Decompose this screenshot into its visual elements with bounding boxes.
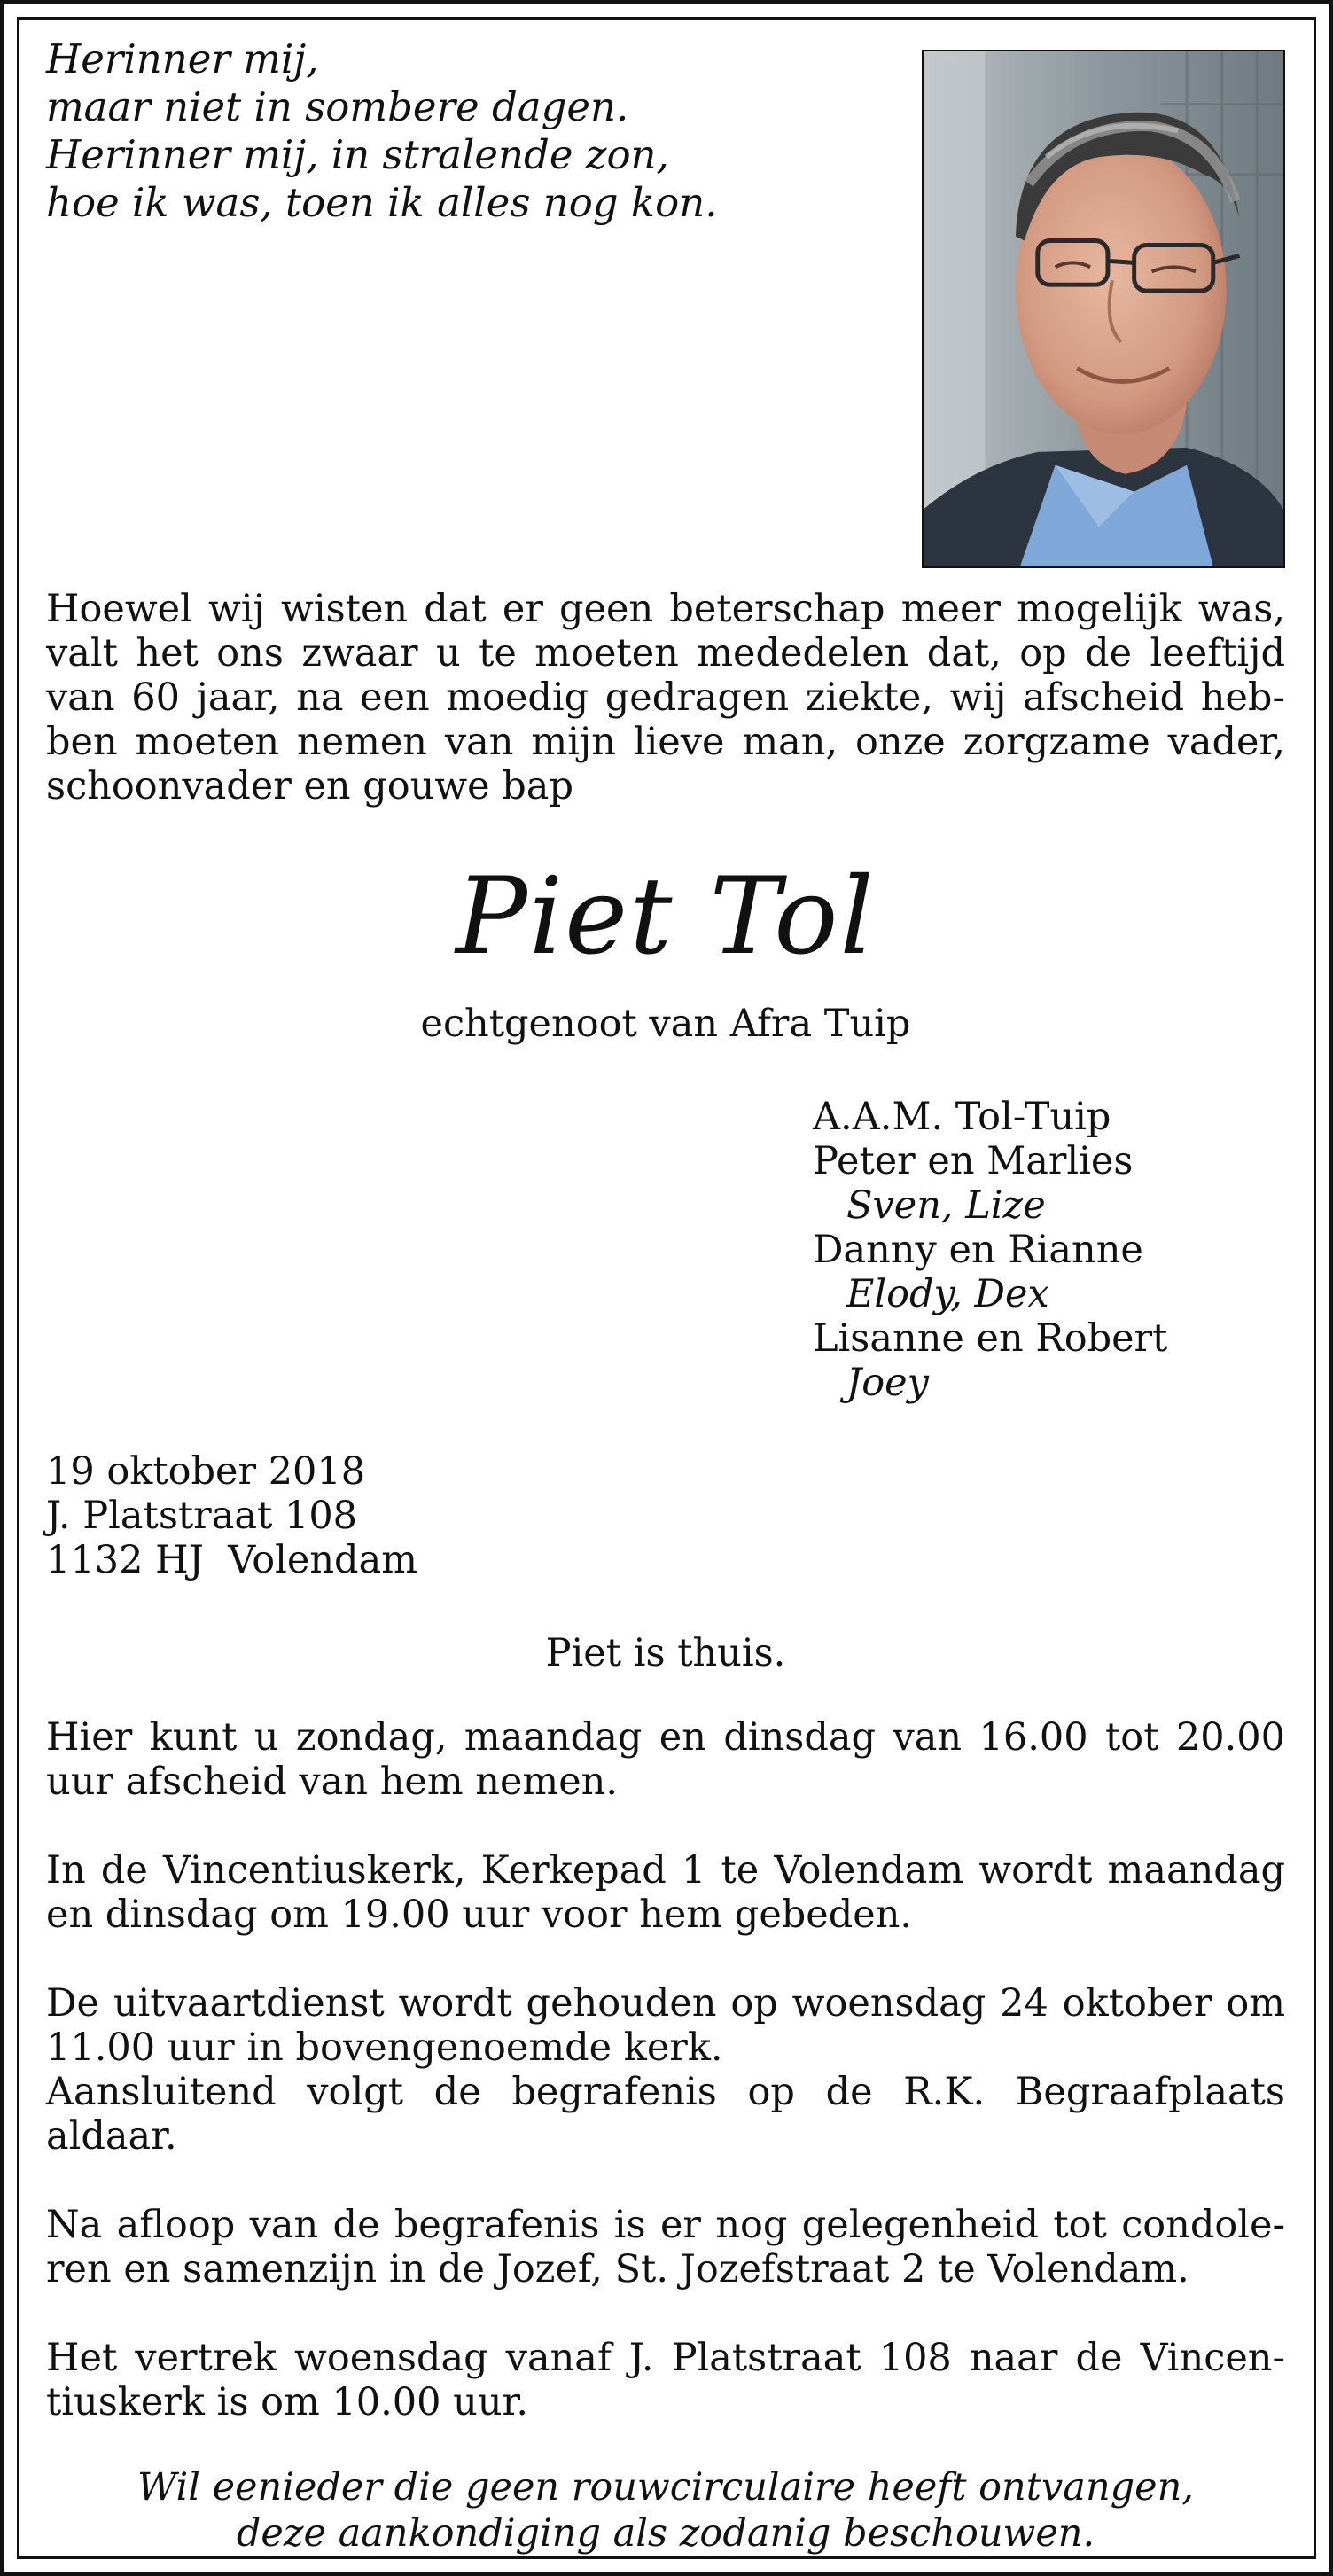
paragraph-line: In de Vincentiuskerk, Kerkepad 1 te Volendam wordt maandag (46, 1848, 1285, 1893)
postal-city: 1132 HJ Volendam (46, 1538, 417, 1582)
grandchildren: Sven, Lize (846, 1183, 1046, 1228)
paragraph-line: ren en samenzijn in de Jozef, St. Jozefstraat 2 te Volendam. (46, 2247, 1189, 2291)
paragraph-line: uur afscheid van hem nemen. (46, 1760, 618, 1804)
closing-note (46, 2464, 1285, 2556)
announcement-date: 19 oktober 2018 (46, 1449, 366, 1494)
paragraph-line: 11.00 uur in bovengenoemde kerk. (46, 2026, 723, 2070)
intro-line: valt het ons zwaar u te moeten mededelen dat, op de leeftijd (46, 631, 1285, 675)
closing-line: deze aankondiging als zodanig beschouwen. (236, 2511, 1095, 2556)
prayer-paragraph (46, 1848, 1285, 1937)
family-list (813, 1095, 1309, 1405)
paragraph-line: Het vertrek woensdag vanaf J. Platstraat 108 naar de Vincen- (46, 2336, 1285, 2380)
memorial-poem (46, 35, 897, 227)
spouse-line: echtgenoot van Afra Tuip (420, 1002, 911, 1046)
paragraph-line: Na afloop van de begrafenis is er nog gelegenheid tot condole- (46, 2203, 1285, 2247)
announcement-intro (46, 587, 1285, 808)
poem-line: maar niet in sombere dagen. (46, 83, 629, 130)
grandchildren: Elody, Dex (846, 1272, 1049, 1316)
service-paragraph (46, 1981, 1285, 2158)
paragraph-line: Aansluitend volgt de begrafenis op de R.K. Begraafplaats (46, 2070, 1285, 2114)
intro-line: Hoewel wij wisten dat er geen beterschap meer mogelijk was, (46, 587, 1285, 631)
condolence-paragraph (46, 2203, 1285, 2291)
address-block (46, 1449, 666, 1582)
status-line: Piet is thuis. (545, 1631, 786, 1675)
paragraph-line: en dinsdag om 19.00 uur voor hem gebeden. (46, 1893, 913, 1937)
paragraph-line: aldaar. (46, 2114, 177, 2158)
family-member: Danny en Rianne (813, 1228, 1143, 1272)
grandchildren: Joey (846, 1361, 929, 1405)
street-address: J. Platstraat 108 (46, 1494, 358, 1538)
visit-paragraph (46, 1715, 1285, 1804)
paragraph-line: Hier kunt u zondag, maandag en dinsdag van 16.00 tot 20.00 (46, 1715, 1285, 1760)
closing-line: Wil eenieder die geen rouwcirculaire heeft ontvangen, (137, 2465, 1194, 2510)
deceased-name: Piet Tol (456, 855, 876, 979)
portrait-photo (922, 50, 1285, 568)
poem-line: Herinner mij, (46, 35, 319, 82)
family-member: Lisanne en Robert (813, 1316, 1168, 1361)
poem-line: hoe ik was, toen ik alles nog kon. (46, 179, 718, 226)
paragraph-line: De uitvaartdienst wordt gehouden op woensdag 24 oktober om (46, 1981, 1285, 2026)
family-member: A.A.M. Tol-Tuip (813, 1095, 1111, 1139)
intro-line: ben moeten nemen van mijn lieve man, onze zorgzame vader, (46, 720, 1285, 764)
paragraph-line: tiuskerk is om 10.00 uur. (46, 2380, 529, 2424)
poem-line: Herinner mij, in stralende zon, (46, 131, 669, 178)
family-member: Peter en Marlies (813, 1139, 1134, 1183)
intro-line: van 60 jaar, na een moedig gedragen ziekte, wij afscheid heb- (46, 675, 1285, 720)
departure-paragraph (46, 2336, 1285, 2424)
intro-line: schoonvader en gouwe bap (46, 764, 573, 808)
portrait-image (924, 51, 1283, 566)
